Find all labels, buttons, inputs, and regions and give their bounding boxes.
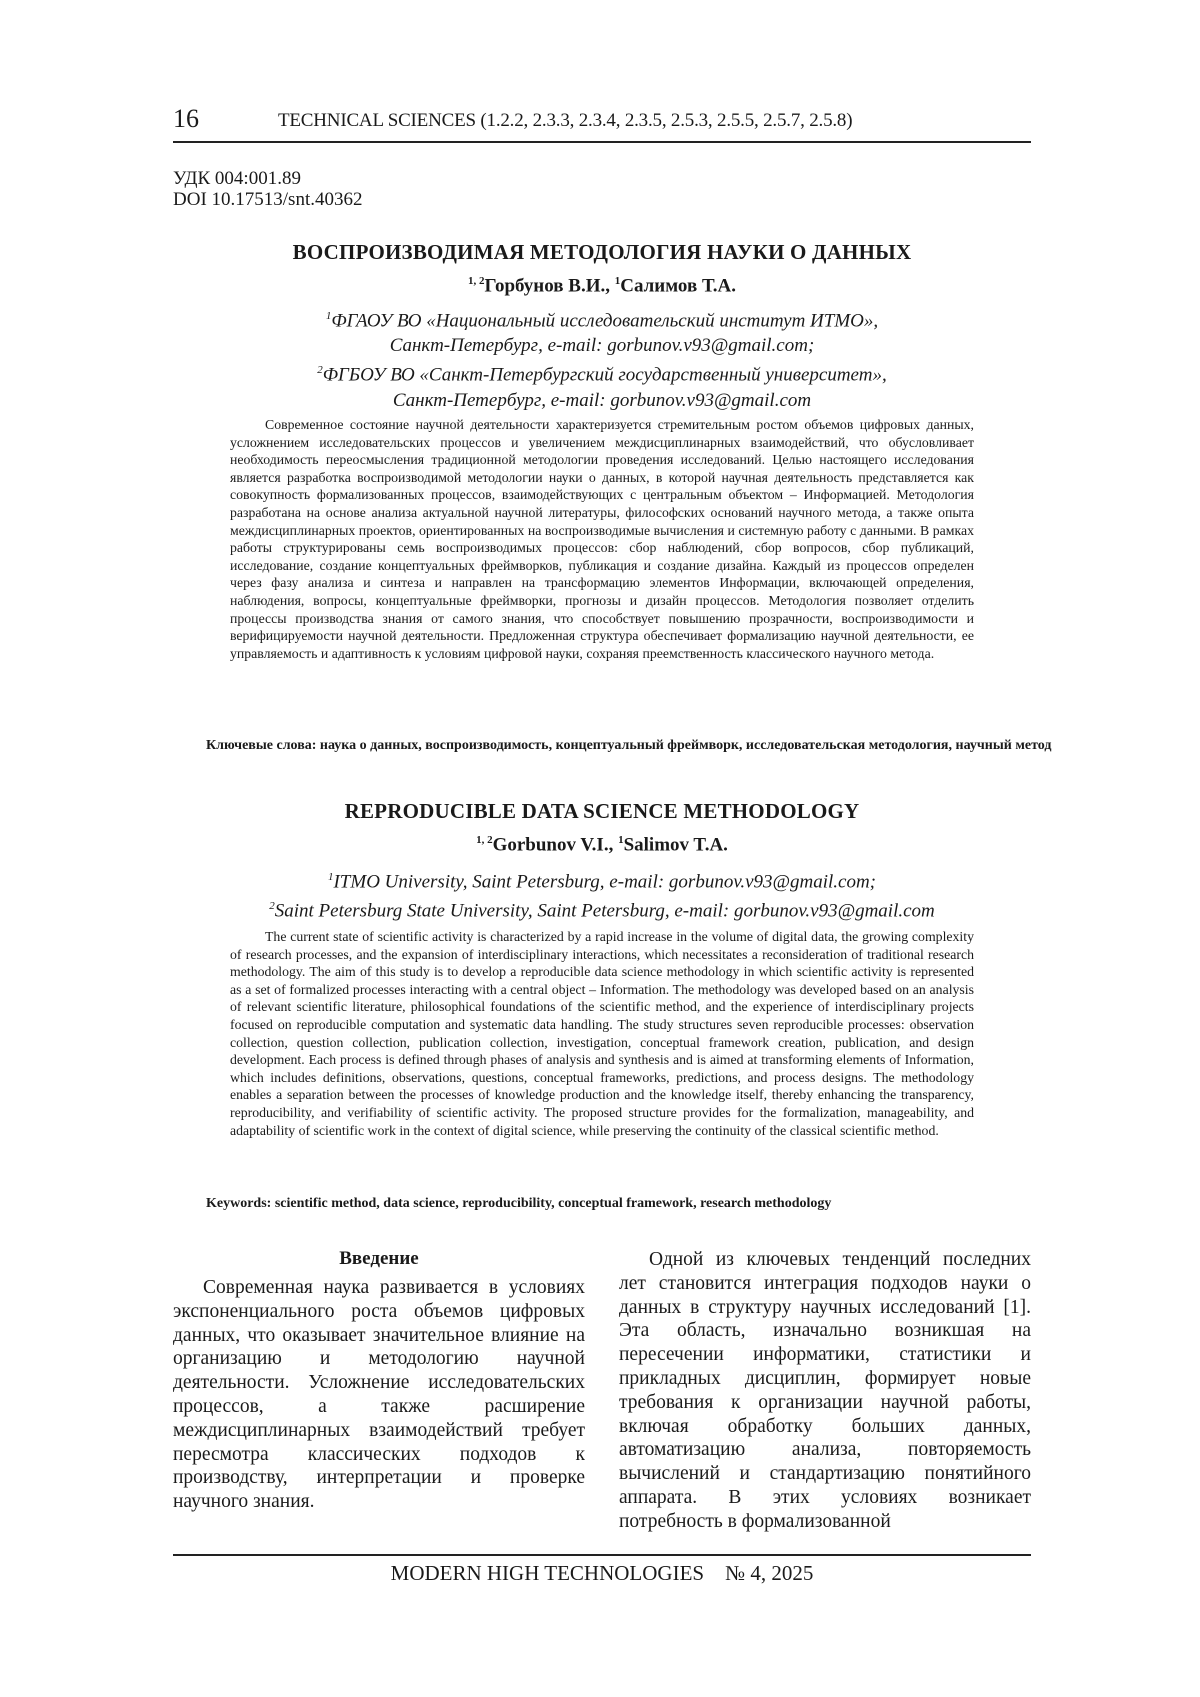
udk-code: УДК 004:001.89: [173, 168, 301, 189]
affil1-text: ITMO University, Saint Petersburg, e-mail: gorbunov.v93@gmail.com;: [333, 871, 877, 893]
introduction-heading: Введение: [339, 1248, 419, 1269]
journal-footer: MODERN HIGH TECHNOLOGIES № 4, 2025: [390, 1561, 814, 1585]
abstract-english: The current state of scientific activity is characterized by a rapid increase in the volume of digital data, the growing complexity of research processes, and the expansion of interdisciplinary interactions, which necessitates a reconsideration of traditional research methodology. The aim of this study is to develop a reproducible data science methodology in which scientific activity is represented as a set of formalized processes interacting with a central object – Information. The methodology was developed based on an analysis of relevant scientific literature, philosophical foundations of the scientific method, and the experience of interdisciplinary projects focused on reproducible computation and systematic data handling. The study structures seven reproducible processes: observation collection, question collection, publication collection, investigation, conceptual framework creation, publication, and design development. Each process is defined through phases of analysis and synthesis and is aimed at transforming elements of Information, which includes definitions, observations, questions, conceptual frameworks, predictions, and process designs. The methodology enables a separation between the processes of knowledge production and the knowledge itself, thereby enhancing the transparency, reproducibility, and verifiability of scientific activity. The proposed structure provides for the formalization, manageability, and adaptability of scientific work in the context of digital science, while preserving the continuity of the classical scientific method.: [230, 929, 974, 1138]
footer-divider: [173, 1554, 1031, 1556]
body-column-left: [173, 1248, 585, 1514]
body-column-right: [619, 1248, 1031, 1534]
affil1-line2: Санкт-Петербург, e-mail: gorbunov.v93@gmail.com;: [389, 335, 815, 357]
author2-name: Salimov T.A.: [623, 834, 728, 856]
page-number: 16: [173, 104, 199, 133]
title-english: REPRODUCIBLE DATA SCIENCE METHODOLOGY: [344, 799, 860, 823]
authors-english: [173, 834, 1031, 856]
title-russian: ВОСПРОИЗВОДИМАЯ МЕТОДОЛОГИЯ НАУКИ О ДАННЫХ: [292, 240, 912, 264]
affiliations-russian: [173, 304, 1031, 413]
affil2-text: Saint Petersburg State University, Saint Petersburg, e-mail: gorbunov.v93@gmail.com: [274, 900, 935, 922]
affil1-line1: ФГАОУ ВО «Национальный исследовательский институт ИТМО»,: [331, 310, 879, 332]
affil2-sup: 2: [317, 364, 323, 377]
keywords-russian: Ключевые слова: наука о данных, воспроизводимость, концептуальный фреймворк, исследовательская методология, научный метод: [206, 738, 1052, 753]
author2-affil-sup: 1: [614, 275, 621, 287]
author1-name: Gorbunov V.I.,: [492, 834, 619, 856]
affil2-sup: 2: [269, 900, 275, 913]
affil1-sup: 1: [325, 310, 332, 322]
abstract-russian: Современное состояние научной деятельности характеризуется стремительным ростом объемов цифровых данных, усложнением исследовательских процессов и увеличением междисциплинарных взаимодействий, что обусловливает необходимость переосмысления традиционной методологии проведения исследований. Целью настоящего исследования является разработка воспроизводимой методологии науки о данных, в которой научная деятельность представляется как совокупность формализованных процессов, взаимодействующих с центральным объектом – Информацией. Методология разработана на основе анализа актуальной научной литературы, философских оснований научного метода, а также опыта междисциплинарных проектов, ориентированных на воспроизводимые вычисления и системную работу с данными. В рамках работы структурированы семь воспроизводимых процессов: сбор наблюдений, сбор вопросов, сбор публикаций, исследование, создание концептуальных фреймворков, публикация и создание дизайна. Каждый из процессов определен через фазу анализа и синтеза и направлен на трансформацию элементов Информации, включающей определения, наблюдения, вопросы, концептуальные фреймворки, прогнозы и дизайн процессов. Методология позволяет отделить процессы производства знания от самого знания, что способствует повышению прозрачности, воспроизводимости и верифицируемости научной деятельности. Предложенная структура обеспечивает формализацию научной деятельности, ее управляемость и адаптивность к условиям цифровой науки, сохраняя преемственность классического научного метода.: [230, 417, 974, 661]
body-paragraph: Одной из ключевых тенденций последних лет становится интеграция подходов науки о данных в структуру научных исследований [1]. Эта область, изначально возникшая на пересечении информатики, статистики и прикладных дисциплин, формирует новые требования к организации научной работы, включая обработку больших данных, автоматизацию анализа, повторяемость вычислений и стандартизацию понятийного аппарата. В этих условиях возникает потребность в формализованной: [619, 1249, 1031, 1532]
doi-link[interactable]: DOI 10.17513/snt.40362: [173, 189, 363, 210]
affil2-line1: ФГБОУ ВО «Санкт-Петербургский государственный университет»,: [322, 364, 887, 386]
author1-affil-sup: 1, 2: [468, 275, 485, 287]
affil2-line2: Санкт-Петербург, e-mail: gorbunov.v93@gmail.com: [392, 389, 812, 411]
author1-name: Горбунов В.И.,: [484, 275, 615, 297]
author2-affil-sup: 1: [618, 834, 624, 846]
body-paragraph: Современная наука развивается в условиях экспоненциального роста объемов цифровых данных, что оказывает значительное влияние на организацию и методологию научной деятельности. Усложнение исследовательских процессов, а также расширение междисциплинарных взаимодействий требует пересмотра классических подходов к производству, интерпретации и проверке научного знания.: [173, 1277, 585, 1513]
header-divider: [173, 141, 1031, 143]
affil1-sup: 1: [327, 871, 334, 883]
article-identifiers: [173, 168, 362, 210]
keywords-english: Keywords: scientific method, data science, reproducibility, conceptual framework, research methodology: [206, 1196, 832, 1211]
affiliations-english: [173, 865, 1031, 924]
running-header: [173, 104, 1031, 144]
author2-name: Салимов Т.А.: [620, 275, 736, 297]
author1-affil-sup: 1, 2: [476, 834, 493, 846]
section-title: TECHNICAL SCIENCES (1.2.2, 2.3.3, 2.3.4, 2.3.5, 2.5.3, 2.5.5, 2.5.7, 2.5.8): [278, 110, 853, 131]
authors-russian: [173, 275, 1031, 297]
